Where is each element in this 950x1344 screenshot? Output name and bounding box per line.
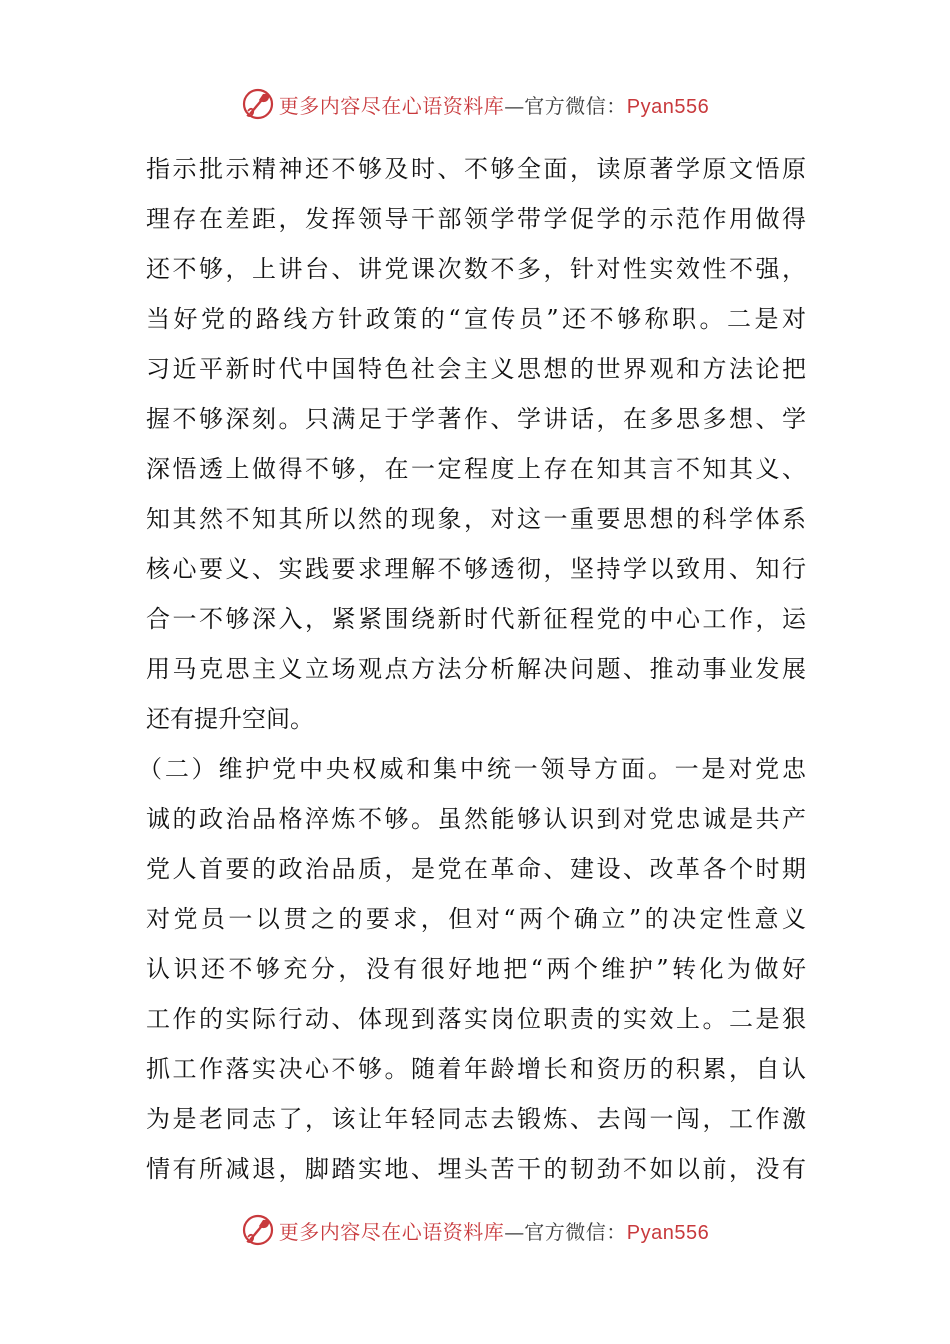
banner-separator: — <box>504 1219 525 1244</box>
banner-site-name: 更多内容尽在心语资料库 <box>278 93 505 118</box>
quill-pen-logo-icon <box>241 1213 275 1247</box>
text-line: 核心要义、实践要求理解不够透彻，坚持学以致用、知行 <box>146 555 806 583</box>
banner-wechat-id: Pyan556 <box>626 1221 710 1244</box>
text-line: 握不够深刻。只满足于学著作、学讲话，在多思多想、学 <box>146 405 806 433</box>
text-line: 为是老同志了，该让年轻同志去锻炼、去闯一闯，工作激 <box>146 1105 806 1133</box>
text-line: 还有提升空间。 <box>146 705 314 733</box>
banner-text <box>279 90 709 119</box>
text-line: 理存在差距，发挥领导干部领学带学促学的示范作用做得 <box>146 205 806 233</box>
text-line: 知其然不知其所以然的现象，对这一重要思想的科学体系 <box>146 505 806 533</box>
banner-wechat-label: 官方微信： <box>524 93 627 118</box>
text-line: 工作的实际行动、体现到落实岗位职责的实效上。二是狠 <box>146 1005 806 1033</box>
text-line: 情有所减退，脚踏实地、埋头苦干的韧劲不如以前，没有 <box>146 1155 806 1183</box>
banner-site-name: 更多内容尽在心语资料库 <box>278 1219 505 1244</box>
document-body <box>138 144 806 1194</box>
text-line: 合一不够深入，紧紧围绕新时代新征程党的中心工作，运 <box>146 605 806 633</box>
text-line: 当好党的路线方针政策的“宣传员”还不够称职。二是对 <box>146 305 806 333</box>
banner-wechat-id: Pyan556 <box>626 95 710 118</box>
quill-pen-logo-icon <box>241 87 275 121</box>
footer-watermark-banner <box>0 1210 950 1250</box>
text-line: 还不够，上讲台、讲党课次数不多，针对性实效性不强， <box>146 255 806 283</box>
text-line: 习近平新时代中国特色社会主义思想的世界观和方法论把 <box>146 355 806 383</box>
text-line: 指示批示精神还不够及时、不够全面，读原著学原文悟原 <box>146 155 806 183</box>
section-heading-line: （二）维护党中央权威和集中统一领导方面。一是对党忠 <box>138 755 806 783</box>
text-line: 认识还不够充分，没有很好地把“两个维护”转化为做好 <box>146 955 806 983</box>
banner-separator: — <box>504 93 525 118</box>
text-line: 抓工作落实决心不够。随着年龄增长和资历的积累，自认 <box>146 1055 806 1083</box>
text-line: 用马克思主义立场观点方法分析解决问题、推动事业发展 <box>146 655 806 683</box>
text-line: 党人首要的政治品质，是党在革命、建设、改革各个时期 <box>146 855 806 883</box>
header-watermark-banner <box>0 84 950 124</box>
text-line: 深悟透上做得不够，在一定程度上存在知其言不知其义、 <box>146 455 806 483</box>
text-line: 对党员一以贯之的要求，但对“两个确立”的决定性意义 <box>146 905 806 933</box>
banner-wechat-label: 官方微信： <box>524 1219 627 1244</box>
banner-text <box>279 1216 709 1245</box>
text-line: 诚的政治品格淬炼不够。虽然能够认识到对党忠诚是共产 <box>146 805 806 833</box>
